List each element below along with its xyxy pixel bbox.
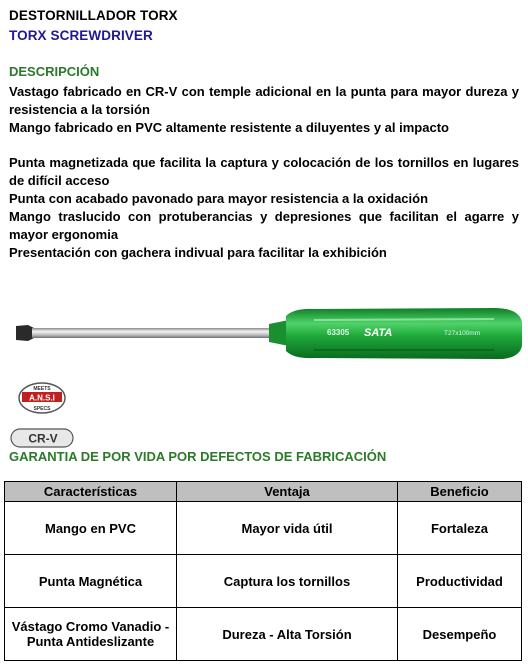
description-paragraph: Punta con acabado pavonado para mayor resistencia a la oxidación — [9, 191, 429, 206]
features-table — [4, 481, 522, 661]
brand-logo: SATA — [364, 327, 393, 339]
column-header: Características — [5, 482, 177, 502]
shaft — [32, 328, 272, 338]
table-cell: Fortaleza — [398, 502, 522, 555]
table-cell: Punta Magnética — [5, 555, 177, 608]
table-header-row — [5, 482, 522, 502]
description-paragraph: Punta magnetizada que facilita la captura y colocación de los tornillos en lugares de difícil acceso — [9, 155, 519, 188]
svg-text:A.N.S.I: A.N.S.I — [29, 393, 55, 403]
model-number: 63305 — [327, 328, 350, 337]
svg-text:CR-V: CR-V — [28, 431, 58, 446]
table-cell: Dureza - Alta Torsión — [177, 608, 398, 661]
handle — [286, 308, 522, 359]
table-row — [5, 555, 522, 608]
torx-tip — [16, 325, 34, 341]
screwdriver-image — [14, 304, 524, 364]
column-header: Ventaja — [177, 482, 398, 502]
svg-text:MEETS: MEETS — [33, 386, 51, 392]
description-paragraph: Vastago fabricado en CR-V con temple adicional en la punta para mayor dureza y resistencia a la torsión — [9, 84, 519, 117]
size-label: T27x100mm — [444, 330, 481, 337]
table-cell: Productividad — [398, 555, 522, 608]
product-title: DESTORNILLADOR TORX — [9, 8, 178, 23]
description-block-1 — [9, 83, 519, 137]
table-row — [5, 608, 522, 661]
table-row — [5, 502, 522, 555]
table-cell: Mayor vida útil — [177, 502, 398, 555]
table-cell: Vástago Cromo Vanadio - Punta Antideslizante — [5, 608, 177, 661]
warranty-text: GARANTIA DE POR VIDA POR DEFECTOS DE FABRICACIÓN — [9, 449, 387, 464]
table-cell: Desempeño — [398, 608, 522, 661]
svg-text:SPECS: SPECS — [33, 406, 51, 412]
table-cell: Captura los tornillos — [177, 555, 398, 608]
ansi-badge — [17, 381, 67, 415]
description-heading: DESCRIPCIÓN — [9, 64, 100, 79]
description-paragraph: Mango fabricado en PVC altamente resistente a diluyentes y al impacto — [9, 120, 449, 135]
description-block-2 — [9, 154, 519, 262]
crv-badge — [10, 428, 74, 448]
description-paragraph: Mango traslucido con protuberancias y depresiones que facilitan el agarre y mayor ergonomia — [9, 209, 519, 242]
product-subtitle: TORX SCREWDRIVER — [9, 28, 153, 43]
column-header: Beneficio — [398, 482, 522, 502]
table-cell: Mango en PVC — [5, 502, 177, 555]
description-paragraph: Presentación con gachera indivual para facilitar la exhibición — [9, 245, 387, 260]
